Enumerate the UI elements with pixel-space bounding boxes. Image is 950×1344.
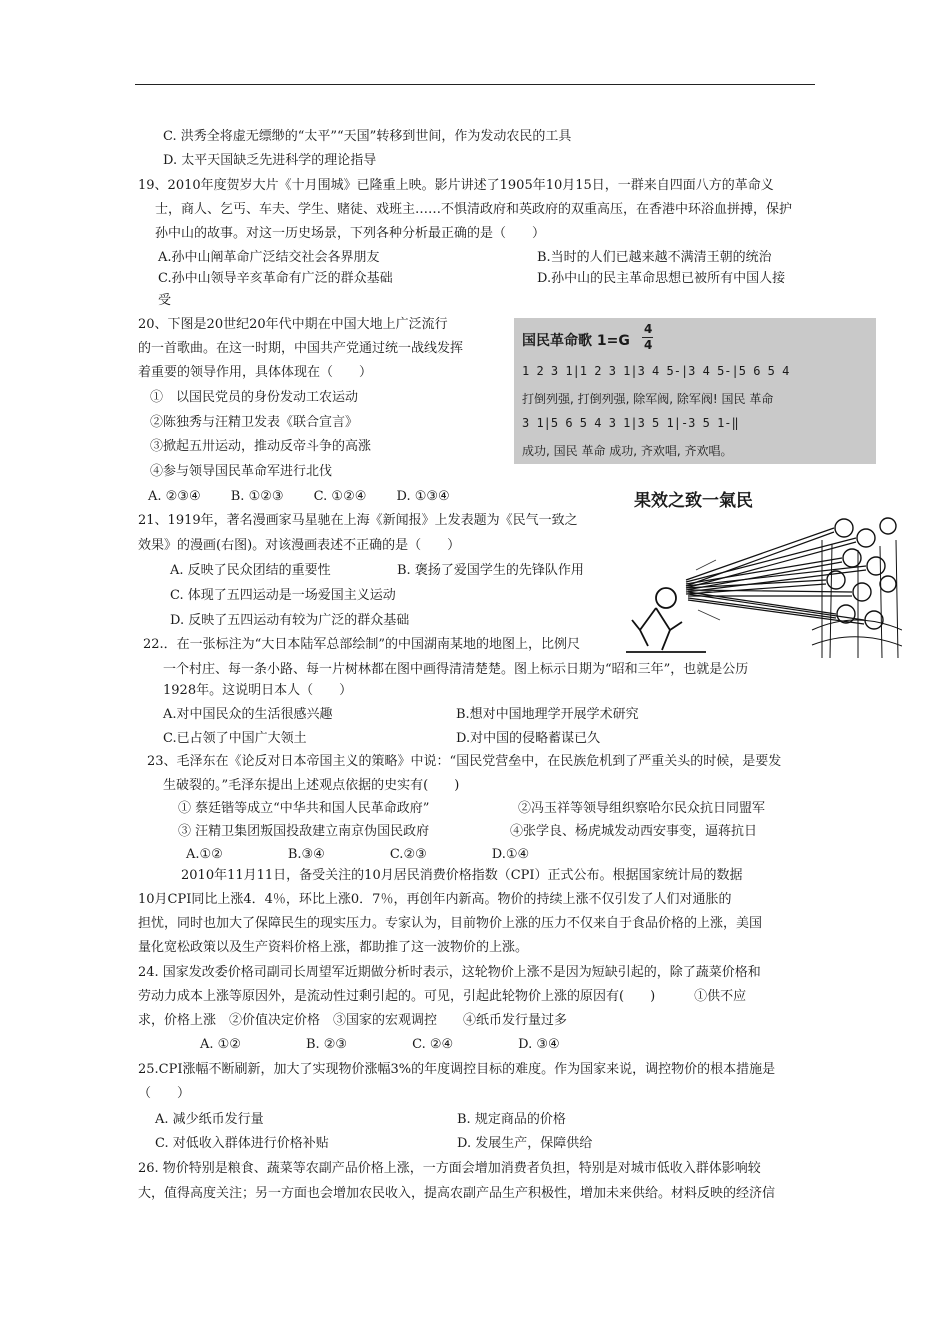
q23-item-3: ③ 汪精卫集团叛国投敌建立南京伪国民政府 bbox=[178, 824, 430, 839]
q24-stem-3: 求，价格上涨 ②价值决定价格 ③国家的宏观调控 ④纸币发行量过多 bbox=[138, 1013, 568, 1028]
cpi-para-2: 10月CPI同比上涨4．4％，环比上涨0．7％，再创年内新高。物价的持续上涨不仅引发了人们对通胀的 bbox=[138, 892, 732, 907]
cartoon-figure bbox=[626, 480, 902, 658]
q24-stem-2: 劳动力成本上涨等原因外，是流动性过剩引起的。可见，引起此轮物价上涨的原因有( ) ①供不应 bbox=[138, 989, 747, 1004]
cartoon-drawing bbox=[626, 480, 902, 658]
q23-options: A.①② B.③④ C.②③ D.①④ bbox=[186, 847, 530, 862]
q20-item-4: ④参与领导国民革命军进行北伐 bbox=[150, 464, 333, 479]
q19-option-d-cont: 受 bbox=[158, 293, 172, 308]
option-18d: D. 太平天国缺乏先进科学的理论指导 bbox=[163, 153, 377, 168]
q20-stem-3: 着重要的领导作用，具体体现在（ ） bbox=[138, 365, 373, 380]
q23-stem-1: 23、毛泽东在《论反对日本帝国主义的策略》中说：“国民党营垒中，在民族危机到了严重关头的时候，是要发 bbox=[147, 754, 782, 769]
score-time-top: 4 bbox=[644, 322, 653, 336]
q22-option-a: A.对中国民众的生活很感兴趣 bbox=[163, 707, 333, 722]
q24-stem-1: 24. 国家发改委价格司副司长周望军近期做分析时表示，这轮物价上涨不是因为短缺引起的，除了蔬菜价格和 bbox=[138, 965, 761, 980]
q19-stem-2: 士，商人、乞丐、车夫、学生、赌徒、戏班主……不惧清政府和英政府的双重高压，在香港中环浴血拼搏，保护 bbox=[155, 202, 793, 217]
q25-option-a: A. 减少纸币发行量 bbox=[155, 1112, 264, 1127]
score-notes-1: 1 2 3 1|1 2 3 1|3 4 5-|3 4 5-|5 6 5 4 bbox=[522, 364, 790, 378]
q25-stem-2: （ ） bbox=[138, 1086, 191, 1101]
cpi-para-1: 2010年11月11日，备受关注的10月居民消费价格指数（CPI）正式公布。根据国家统计局的数据 bbox=[181, 868, 743, 883]
cpi-para-4: 量化宽松政策以及生产资料价格上涨，都助推了这一波物价的上涨。 bbox=[138, 940, 529, 955]
q26-stem-1: 26. 物价特别是粮食、蔬菜等农副产品价格上涨，一方面会增加消费者负担，特别是对城市低收入群体影响较 bbox=[138, 1161, 761, 1176]
option-18c: C. 洪秀全将虚无缥缈的“太平”“天国”转移到世间，作为发动农民的工具 bbox=[163, 129, 572, 144]
q23-item-2: ②冯玉祥等领导组织察哈尔民众抗日同盟军 bbox=[518, 801, 766, 816]
q19-option-c: C.孙中山领导辛亥革命有广泛的群众基础 bbox=[158, 271, 393, 286]
q20-stem-2: 的一首歌曲。在这一时期，中国共产党通过统一战线发挥 bbox=[138, 341, 464, 356]
q19-option-d: D.孙中山的民主革命思想已被所有中国人接 bbox=[537, 271, 786, 286]
q26-stem-2: 大，值得高度关注；另一方面也会增加农民收入，提高农副产品生产积极性，增加未来供给。材料反映的经济信 bbox=[138, 1186, 776, 1201]
header-rule bbox=[135, 84, 815, 85]
q20-options: A. ②③④ B. ①②③ C. ①②④ D. ①③④ bbox=[148, 489, 450, 504]
q22-stem-3: 1928年。这说明日本人（ ） bbox=[163, 683, 353, 698]
song-score-figure bbox=[514, 318, 876, 464]
q25-option-c: C. 对低收入群体进行价格补贴 bbox=[155, 1136, 329, 1151]
q25-option-b: B. 规定商品的价格 bbox=[457, 1112, 566, 1127]
q21-option-a: A. 反映了民众团结的重要性 bbox=[170, 563, 331, 578]
cpi-para-3: 担忧，同时也加大了保障民生的现实压力。专家认为，目前物价上涨的压力不仅来自于食品价格的上涨，美国 bbox=[138, 916, 763, 931]
q21-option-d: D. 反映了五四运动有较为广泛的群众基础 bbox=[170, 613, 410, 628]
q21-stem-1: 21、1919年，著名漫画家马星驰在上海《新闻报》上发表题为《民气一致之 bbox=[138, 513, 578, 528]
q23-item-1: ① 蔡廷锴等成立“中华共和国人民革命政府” bbox=[178, 801, 430, 816]
q22-stem-1: 22.．在一张标注为“大日本陆军总部绘制”的中国湖南某地的地图上，比例尺 bbox=[143, 637, 580, 652]
q23-item-4: ④张学良、杨虎城发动西安事变，逼蒋抗日 bbox=[510, 824, 758, 839]
q21-option-b: B. 褒扬了爱国学生的先锋队作用 bbox=[397, 563, 584, 578]
score-title: 国民革命歌 1=G bbox=[522, 333, 630, 349]
q22-option-c: C.已占领了中国广大领土 bbox=[163, 731, 307, 746]
score-time-bottom: 4 bbox=[644, 338, 653, 352]
score-notes-2: 3 1|5 6 5 4 3 1|3 5 1|-3 5 1-‖ bbox=[522, 416, 739, 430]
q19-option-a: A.孙中山阐革命广泛结交社会各界朋友 bbox=[158, 250, 380, 265]
score-lyrics-1: 打倒列强, 打倒列强, 除军阀, 除军阀! 国民 革命 bbox=[522, 392, 774, 406]
q20-item-1: ① 以国民党员的身份发动工农运动 bbox=[150, 390, 359, 405]
q22-option-d: D.对中国的侵略蓄谋已久 bbox=[456, 731, 601, 746]
q24-options: A. ①② B. ②③ C. ②④ D. ③④ bbox=[200, 1037, 560, 1052]
q20-item-2: ②陈独秀与汪精卫发表《联合宣言》 bbox=[150, 415, 359, 430]
q20-item-3: ③掀起五卅运动，推动反帝斗争的高涨 bbox=[150, 439, 372, 454]
q22-option-b: B.想对中国地理学开展学术研究 bbox=[456, 707, 639, 722]
score-lyrics-2: 成功, 国民 革命 成功, 齐欢唱, 齐欢唱。 bbox=[522, 444, 733, 458]
q20-stem-1: 20、下图是20世纪20年代中期在中国大地上广泛流行 bbox=[138, 317, 448, 332]
q21-stem-2: 效果》的漫画(右图)。对该漫画表述不正确的是（ ） bbox=[138, 538, 461, 553]
q23-stem-2: 生破裂的。”毛泽东提出上述观点依据的史实有( ) bbox=[163, 778, 460, 793]
q22-stem-2: 一个村庄、每一条小路、每一片树林都在图中画得清清楚楚。图上标示日期为“昭和三年”，也就是公历 bbox=[163, 662, 749, 677]
q19-stem-3: 孙中山的故事。对这一历史场景，下列各种分析最正确的是（ ） bbox=[155, 226, 546, 241]
q19-option-b: B.当时的人们已越来越不满清王朝的统治 bbox=[537, 250, 772, 265]
q21-option-c: C. 体现了五四运动是一场爱国主义运动 bbox=[170, 588, 396, 603]
q25-option-d: D. 发展生产，保障供给 bbox=[457, 1136, 593, 1151]
q25-stem-1: 25.CPI涨幅不断刷新，加大了实现物价涨幅3%的年度调控目标的难度。作为国家来说，调控物价的根本措施是 bbox=[138, 1062, 776, 1077]
cartoon-caption: 果效之致一氣民 bbox=[634, 491, 753, 511]
q19-stem-1: 19、2010年度贺岁大片《十月围城》已隆重上映。影片讲述了1905年10月15日，一群来自四面八方的革命义 bbox=[138, 178, 774, 193]
